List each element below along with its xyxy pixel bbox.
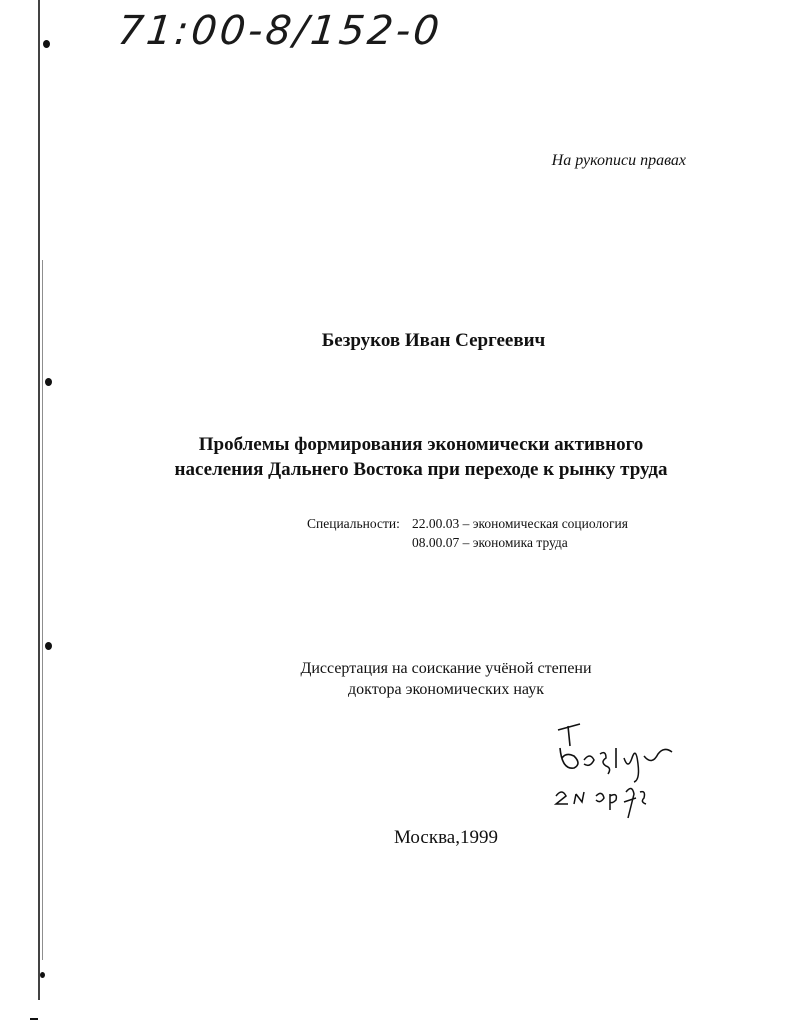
city-and-year: Москва,1999 (394, 827, 498, 848)
author-name: Безруков Иван Сергеевич (321, 330, 546, 351)
degree-line-1: Диссертация на соискание учёной степени (300, 660, 592, 677)
binding-hole-mark (45, 642, 52, 650)
degree-statement (0, 658, 797, 700)
specialty-item: 08.00.07 – экономика труда (412, 535, 568, 550)
title-line-1: Проблемы формирования экономически активного (198, 434, 644, 455)
rights-note: На рукописи правах (551, 152, 686, 169)
title-line-2: населения Дальнего Востока при переходе к рынку труда (174, 459, 668, 480)
archive-number-handwritten: 71:00-8/152-0 (115, 8, 445, 54)
binding-hole-mark (43, 40, 50, 48)
specialties-label: Специальности: (307, 516, 400, 531)
dissertation-title (0, 432, 797, 482)
scan-artifact-mark (30, 1018, 38, 1020)
specialty-item: 22.00.03 – экономическая социология (412, 516, 628, 531)
binding-hole-mark (40, 972, 45, 978)
degree-line-2: доктора экономических наук (348, 681, 544, 698)
handwritten-signature (540, 718, 690, 828)
binding-hole-mark (45, 378, 52, 386)
binding-edge-line (38, 0, 40, 1000)
binding-edge-line-secondary (42, 260, 43, 960)
